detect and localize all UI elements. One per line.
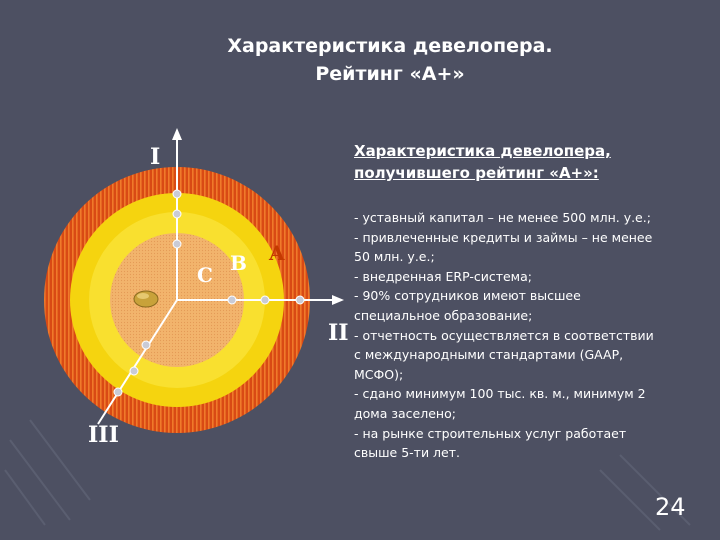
- node-ii-middle: [261, 296, 269, 304]
- rating-marker: [134, 291, 158, 307]
- criteria-heading-line-1: Характеристика девелопера,: [354, 142, 611, 160]
- criteria-heading-line-2: получившего рейтинг «А+»:: [354, 164, 599, 182]
- node-i-inner: [173, 240, 181, 248]
- criteria-line: - уставный капитал – не менее 500 млн. у.е.;: [354, 210, 651, 225]
- axis-label-iii: III: [88, 422, 119, 448]
- criteria-line: - привлеченные кредиты и займы – не менее: [354, 229, 653, 245]
- criteria-line: дома заселено;: [354, 405, 456, 421]
- node-iii-inner: [142, 341, 150, 349]
- page-number: 24: [655, 493, 686, 521]
- criteria-line: - отчетность осуществляется в соответствии: [354, 327, 654, 343]
- criteria-line: МСФО);: [354, 366, 404, 382]
- axis-i-arrowhead: [172, 128, 182, 140]
- node-iii-outer: [114, 388, 122, 396]
- title-line-1: Характеристика девелопера.: [227, 35, 553, 57]
- axis-label-ii: II: [328, 320, 349, 346]
- node-i-outer: [173, 190, 181, 198]
- criteria-line: специальное образование;: [354, 307, 533, 323]
- criteria-heading: [354, 140, 704, 184]
- axis-ii-arrowhead: [332, 295, 344, 305]
- node-ii-inner: [228, 296, 236, 304]
- criteria-line: - на рынке строительных услуг работает: [354, 425, 627, 441]
- node-i-middle: [173, 210, 181, 218]
- criteria-line: - сдано минимум 100 тыс. кв. м., минимум 2: [354, 386, 646, 402]
- title-line-2: Рейтинг «А+»: [315, 63, 465, 85]
- axis-label-i: I: [150, 144, 161, 170]
- ring-label-a: A: [269, 241, 285, 265]
- criteria-line: с международными стандартами (GAAP,: [354, 347, 624, 363]
- criteria-line: свыше 5-ти лет.: [354, 445, 460, 461]
- rating-marker-highlight: [137, 293, 149, 299]
- criteria-line: 50 млн. у.е.;: [354, 249, 435, 265]
- criteria-list: [354, 208, 706, 463]
- ring-label-c: C: [197, 263, 213, 287]
- ring-label-b: B: [230, 251, 247, 275]
- node-ii-outer: [296, 296, 304, 304]
- criteria-line: - внедренная ERP-система;: [354, 268, 532, 284]
- node-iii-middle: [130, 367, 138, 375]
- criteria-line: - 90% сотрудников имеют высшее: [354, 288, 581, 304]
